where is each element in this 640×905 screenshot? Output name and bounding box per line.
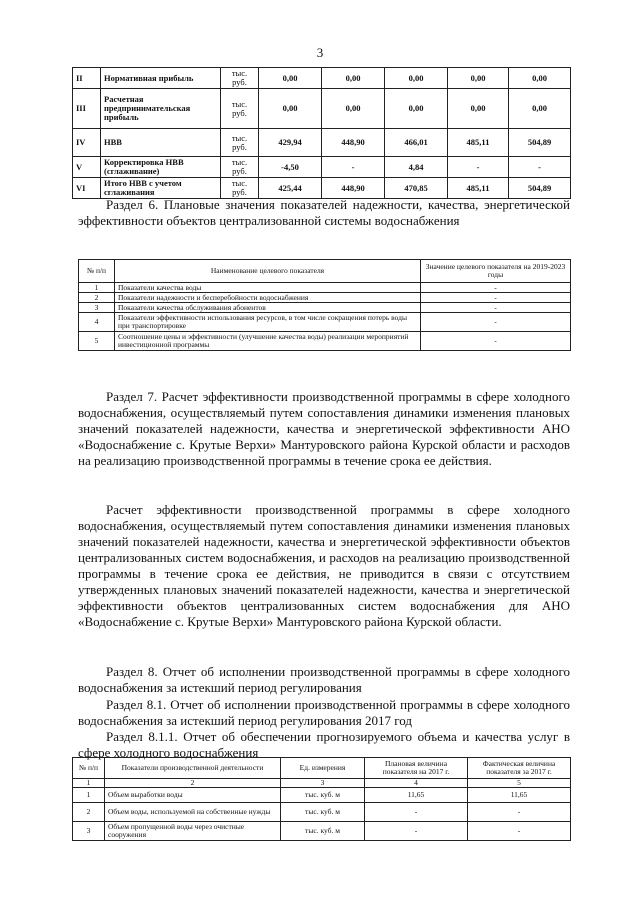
value-cell: 4,84 — [385, 157, 448, 178]
row-name: Соотношение цены и эффективности (улучшение качества воды) реализации мероприятий инвестиционной программы — [115, 332, 421, 351]
section-6-heading: Раздел 6. Плановые значения показателей надежности, качества, энергетической эффективности объектов централизованной системы водоснабжения — [78, 197, 570, 228]
row-number: 4 — [79, 313, 115, 332]
value-cell: 0,00 — [448, 68, 509, 89]
column-index: 5 — [468, 779, 571, 788]
column-header: № п/п — [73, 758, 105, 779]
table-header-row — [73, 758, 571, 779]
section-8-1-heading: Раздел 8.1. Отчет об исполнении производственной программы в сфере холодного водоснабжения за истекший период регулирования 2017 год — [78, 697, 570, 728]
value-cell: 504,89 — [509, 178, 571, 199]
row-number: 3 — [73, 822, 105, 841]
row-unit: тыс. руб. — [221, 129, 259, 157]
table-row — [79, 283, 571, 293]
row-number: 2 — [73, 803, 105, 822]
value-cell: 485,11 — [448, 129, 509, 157]
table-row — [79, 313, 571, 332]
value-cell: 0,00 — [259, 89, 322, 129]
volume-table — [72, 757, 571, 841]
fact-value: 11,65 — [468, 788, 571, 803]
plan-value: - — [365, 822, 468, 841]
value-cell: 470,85 — [385, 178, 448, 199]
page-number: 3 — [316, 45, 324, 60]
value-cell: - — [509, 157, 571, 178]
row-name: Корректировка НВВ (сглаживание) — [101, 157, 221, 178]
fact-value: - — [468, 822, 571, 841]
table-row — [73, 803, 571, 822]
row-unit: тыс. куб. м — [281, 822, 365, 841]
table-row — [73, 129, 571, 157]
row-name: НВВ — [101, 129, 221, 157]
column-header: Ед. измерения — [281, 758, 365, 779]
nvv-table — [72, 67, 571, 199]
plan-value: 11,65 — [365, 788, 468, 803]
row-name: Объем воды, используемой на собственные нужды — [105, 803, 281, 822]
value-cell: 0,00 — [259, 68, 322, 89]
row-unit: тыс. куб. м — [281, 803, 365, 822]
row-unit: тыс. руб. — [221, 68, 259, 89]
table-row — [79, 293, 571, 303]
value-cell: 429,94 — [259, 129, 322, 157]
value-cell: 0,00 — [509, 89, 571, 129]
fact-value: - — [468, 803, 571, 822]
value-cell: 485,11 — [448, 178, 509, 199]
table-row — [73, 178, 571, 199]
value-cell: 448,90 — [322, 178, 385, 199]
column-index: 2 — [105, 779, 281, 788]
row-value: - — [421, 283, 571, 293]
row-name: Нормативная прибыль — [101, 68, 221, 89]
value-cell: 0,00 — [322, 68, 385, 89]
row-unit: тыс. руб. — [221, 89, 259, 129]
plan-value: - — [365, 803, 468, 822]
value-cell: 0,00 — [385, 89, 448, 129]
row-number: VI — [73, 178, 101, 199]
row-name: Показатели качества воды — [115, 283, 421, 293]
row-name: Показатели эффективности использования ресурсов, в том числе сокращения потерь воды при транспортировке — [115, 313, 421, 332]
value-cell: 0,00 — [448, 89, 509, 129]
row-number: III — [73, 89, 101, 129]
row-number: 1 — [73, 788, 105, 803]
row-unit: тыс. куб. м — [281, 788, 365, 803]
row-number: 1 — [79, 283, 115, 293]
row-number: IV — [73, 129, 101, 157]
value-cell: 0,00 — [385, 68, 448, 89]
section-8-heading: Раздел 8. Отчет об исполнении производственной программы в сфере холодного водоснабжения за истекший период регулирования — [78, 664, 570, 695]
section-7-heading: Раздел 7. Расчет эффективности производственной программы в сфере холодного водоснабжения, осуществляемый путем сопоставления динамики изменения плановых значений показателей надежности, качества и энергетической эффективности АНО «Водоснабжение с. Крутые Верхи» Мантуровского района Курской области и расходов на реализацию производственной программы в течение срока ее действия. — [78, 389, 570, 468]
reliability-table — [78, 259, 571, 351]
row-unit: тыс. руб. — [221, 178, 259, 199]
table-row — [73, 89, 571, 129]
table-row — [73, 822, 571, 841]
column-index: 3 — [281, 779, 365, 788]
row-name: Показатели качества обслуживания абонентов — [115, 303, 421, 313]
value-cell: 0,00 — [509, 68, 571, 89]
column-header: Показатели производственной деятельности — [105, 758, 281, 779]
column-header: Наименование целевого показателя — [115, 260, 421, 283]
row-name: Объем выработки воды — [105, 788, 281, 803]
row-name: Расчетная предпринимательская прибыль — [101, 89, 221, 129]
value-cell: - — [448, 157, 509, 178]
value-cell: 448,90 — [322, 129, 385, 157]
column-index-row — [73, 779, 571, 788]
column-header: Значение целевого показателя на 2019-2023 годы — [421, 260, 571, 283]
row-number: 2 — [79, 293, 115, 303]
row-unit: тыс. руб. — [221, 157, 259, 178]
table-header-row — [79, 260, 571, 283]
value-cell: 425,44 — [259, 178, 322, 199]
row-value: - — [421, 332, 571, 351]
column-index: 4 — [365, 779, 468, 788]
row-number: II — [73, 68, 101, 89]
row-value: - — [421, 303, 571, 313]
section-8-1-1-heading: Раздел 8.1.1. Отчет об обеспечении прогнозируемого объема и качества услуг в сфере холодного водоснабжения — [78, 729, 570, 760]
table-row — [79, 303, 571, 313]
row-value: - — [421, 293, 571, 303]
table-row — [73, 157, 571, 178]
table-row — [73, 68, 571, 89]
row-number: 3 — [79, 303, 115, 313]
value-cell: 0,00 — [322, 89, 385, 129]
table-row — [79, 332, 571, 351]
value-cell: - — [322, 157, 385, 178]
row-name: Объем пропущенной воды через очистные сооружения — [105, 822, 281, 841]
value-cell: 504,89 — [509, 129, 571, 157]
value-cell: -4,50 — [259, 157, 322, 178]
column-header: Плановая величина показателя на 2017 г. — [365, 758, 468, 779]
column-index: 1 — [73, 779, 105, 788]
value-cell: 466,01 — [385, 129, 448, 157]
column-header: Фактическая величина показателя за 2017 г. — [468, 758, 571, 779]
table-row — [73, 788, 571, 803]
section-7-body: Расчет эффективности производственной программы в сфере холодного водоснабжения, осуществляемый путем сопоставления динамики изменения плановых значений показателей надежности, качества и энергетической эффективности объектов централизованных систем водоснабжения, и расходов на реализацию производственной программы в течение срока ее действия, не приводится в связи с отсутствием утвержденных плановых значений показателей надежности, качества и энергетической эффективности объектов централизованных систем водоснабжения для АНО «Водоснабжение с. Крутые Верхи» Мантуровского района Курской области. — [78, 502, 570, 629]
row-number: V — [73, 157, 101, 178]
row-number: 5 — [79, 332, 115, 351]
row-name: Итого НВВ с учетом сглаживания — [101, 178, 221, 199]
row-value: - — [421, 313, 571, 332]
row-name: Показатели надежности и бесперебойности водоснабжения — [115, 293, 421, 303]
column-header: № п/п — [79, 260, 115, 283]
